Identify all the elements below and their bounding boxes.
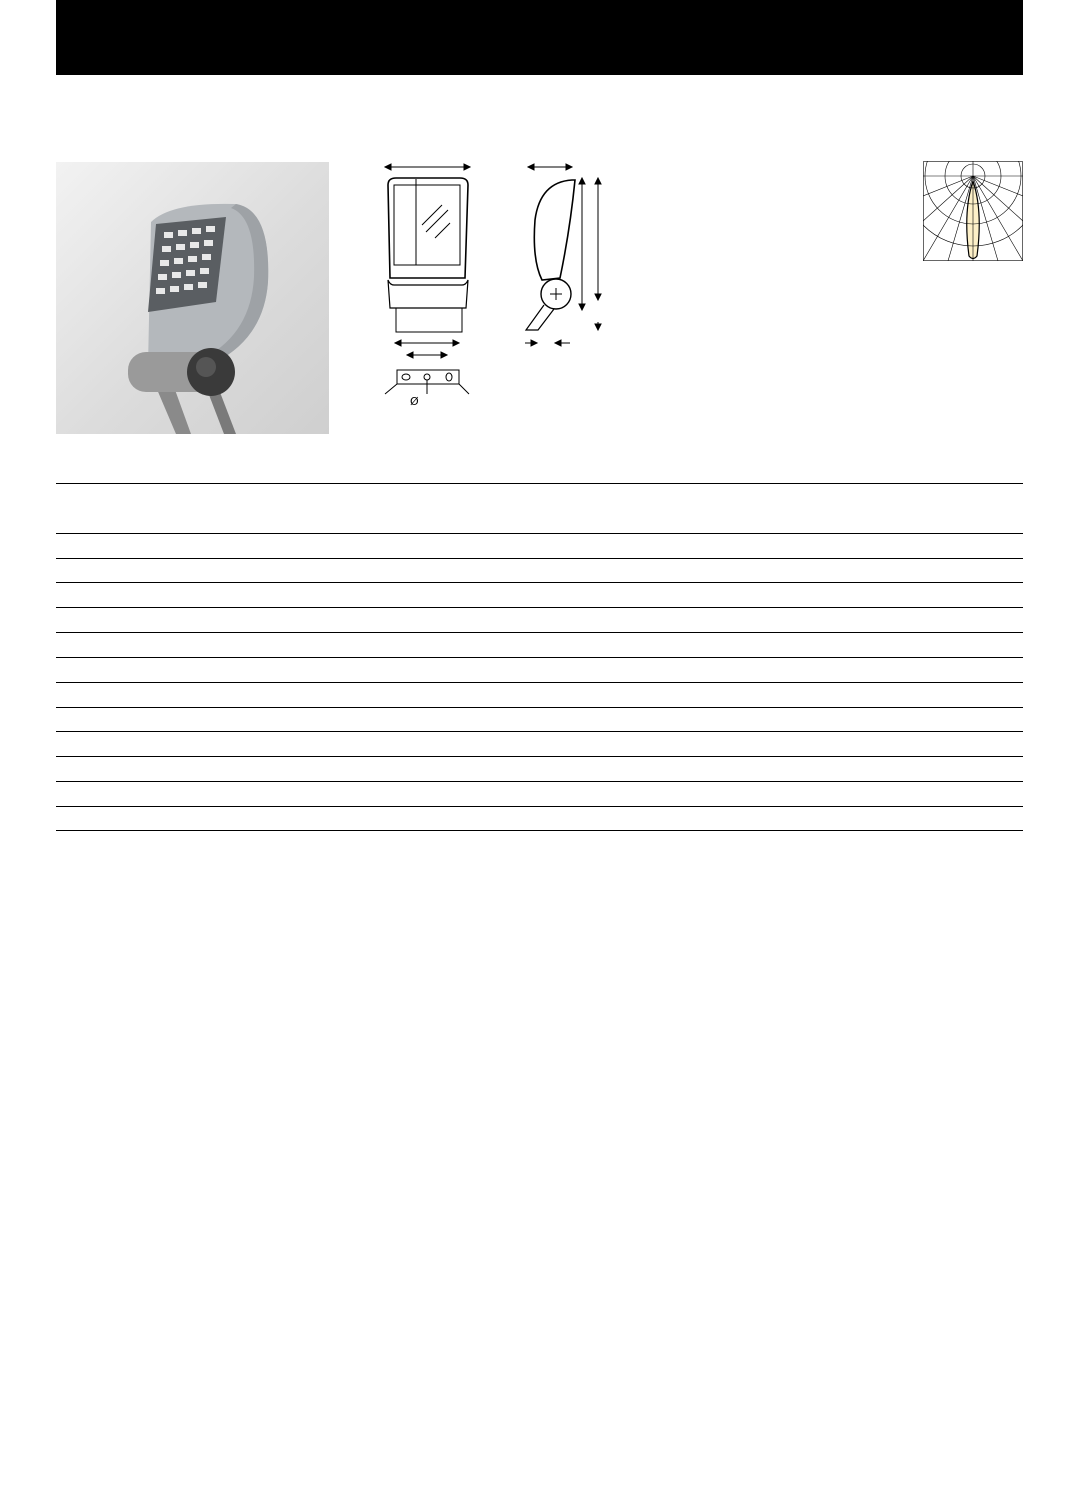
table-rule <box>56 632 1023 633</box>
table-rule <box>56 756 1023 757</box>
table-rule <box>56 558 1023 559</box>
diameter-label: Ø <box>410 395 419 408</box>
light-distribution-diagram <box>923 161 1023 261</box>
table-rule <box>56 806 1023 807</box>
table-rule <box>56 682 1023 683</box>
table-rule <box>56 483 1023 484</box>
header-bar <box>56 0 1023 75</box>
table-rule <box>56 830 1023 831</box>
table-rule <box>56 781 1023 782</box>
product-photo <box>56 162 329 434</box>
table-rule <box>56 582 1023 583</box>
dimension-drawing <box>380 160 610 410</box>
table-rule <box>56 607 1023 608</box>
table-rule <box>56 707 1023 708</box>
table-rule <box>56 657 1023 658</box>
table-rule <box>56 731 1023 732</box>
table-rule <box>56 533 1023 534</box>
